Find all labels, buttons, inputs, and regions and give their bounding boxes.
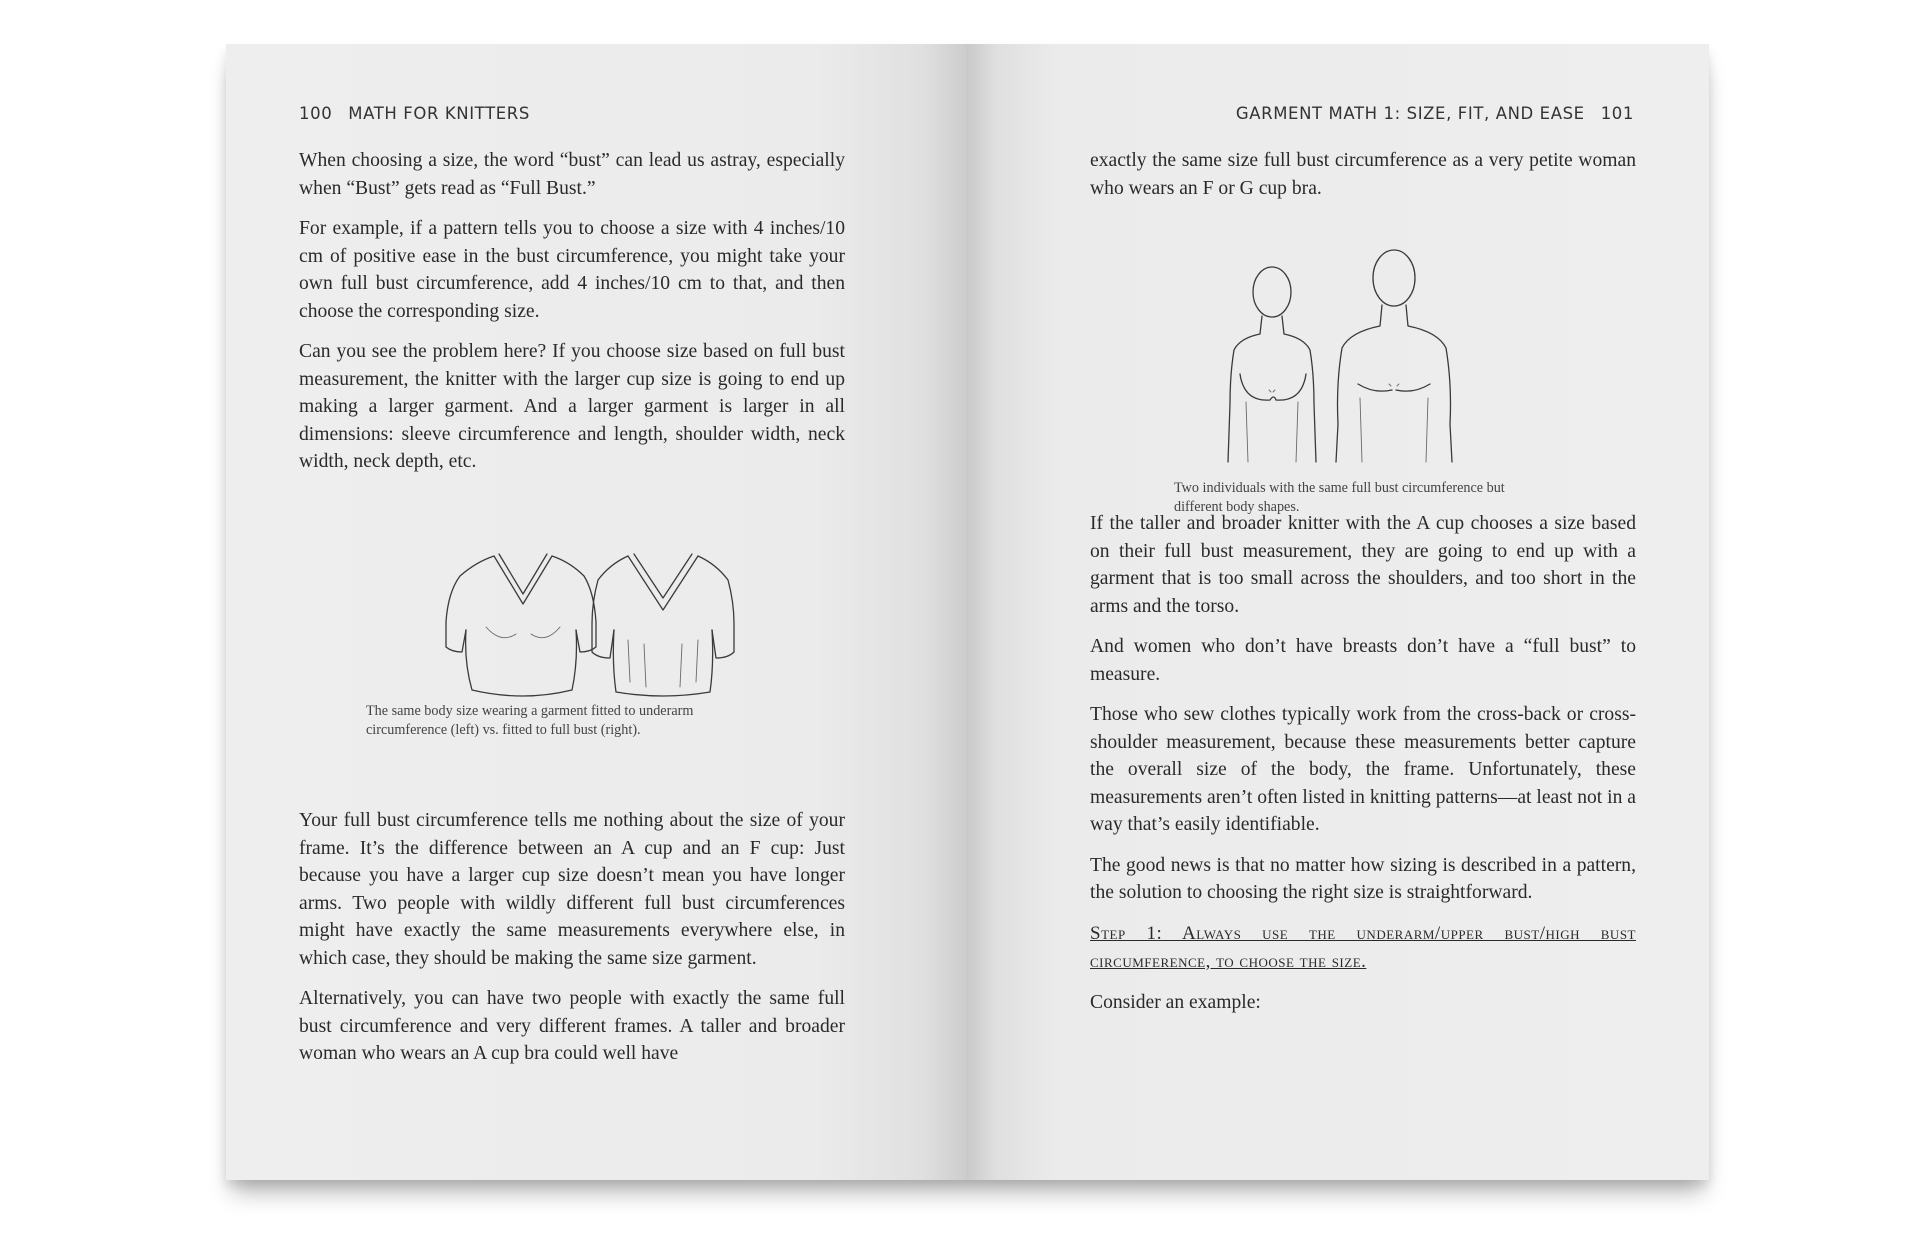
garment-illustration [366, 512, 796, 697]
running-head-right [1236, 104, 1634, 123]
garment-left-sketch [446, 554, 596, 696]
paragraph: Alternatively, you can have two people with exactly the same full bust circumference and very different frames. A taller and broader woman who wears an A cup bra could well have [299, 988, 845, 1064]
paragraph: For example, if a pattern tells you to choose a size with 4 inches/10 cm of positive ease in the bust circumference, you might take your own full bust circumference, add 4 inches/10 cm to that, and then choose the corresponding size. [299, 218, 845, 322]
body-right-sketch [1336, 250, 1452, 462]
page-number-left: 100 [299, 104, 333, 123]
right-page [966, 44, 1709, 1180]
paragraph: Your full bust circumference tells me nothing about the size of your frame. It’s the difference between an A cup and an F cup: Just because you have a larger cup size doesn’t mean you have longer arms. Two people with wildly different full bust circumferences might have exactly the same measurements everywhere else, in which case, they should be making the same size garment. [299, 810, 845, 969]
running-title-left: MATH FOR KNITTERS [348, 104, 530, 123]
paragraph: exactly the same size full bust circumference as a very petite woman who wears an F or G cup bra. [1090, 150, 1636, 199]
garment-right-sketch [592, 554, 734, 696]
right-text-body [1090, 510, 1636, 1029]
bodies-illustration [1174, 234, 1564, 474]
paragraph: The good news is that no matter how sizing is described in a pattern, the solution to choosing the right size is straightforward. [1090, 854, 1636, 903]
closing-line: Consider an example: [1090, 991, 1261, 1013]
paragraph: Those who sew clothes typically work from the cross-back or cross-shoulder measurement, because these measurements better capture the overall size of the body, the frame. Unfortunately, these measurements aren’t often listed in knitting patterns—at least not in a way that’s easily identifiable. [1090, 704, 1636, 835]
figure-caption-right: Two individuals with the same full bust circumference but different body shapes. [1174, 480, 1505, 515]
left-page [226, 44, 966, 1180]
running-title-right: GARMENT MATH 1: SIZE, FIT, AND EASE [1235, 104, 1585, 123]
running-head-left [299, 104, 530, 123]
left-text-top [299, 147, 845, 489]
garment-figure [366, 512, 796, 739]
paragraph: Can you see the problem here? If you choose size based on full bust measurement, the knitter with the larger cup size is going to end up making a larger garment. And a larger garment is larger in all dimensions: sleeve circumference and length, shoulder width, neck width, neck depth, etc. [299, 341, 845, 472]
page-number-right: 101 [1600, 104, 1634, 123]
bodies-figure [1174, 234, 1564, 516]
paragraph: When choosing a size, the word “bust” can lead us astray, especially when “Bust” gets read as “Full Bust.” [299, 150, 845, 199]
paragraph: If the taller and broader knitter with the A cup chooses a size based on their full bust measurement, they are going to end up with a garment that is too small across the shoulders, and too short in the arms and the torso. [1090, 513, 1636, 617]
body-left-sketch [1228, 267, 1316, 462]
right-text-top [1090, 147, 1636, 215]
left-text-bottom [299, 807, 845, 1081]
open-book [226, 44, 1709, 1180]
step-heading: Step 1: Always use the underarm/upper bust/high bust circumference, to choose the size. [1090, 922, 1636, 972]
figure-caption-left: The same body size wearing a garment fitted to underarm circumference (left) vs. fitted to full bust (right). [366, 703, 694, 738]
paragraph: And women who don’t have breasts don’t have a “full bust” to measure. [1090, 636, 1636, 685]
